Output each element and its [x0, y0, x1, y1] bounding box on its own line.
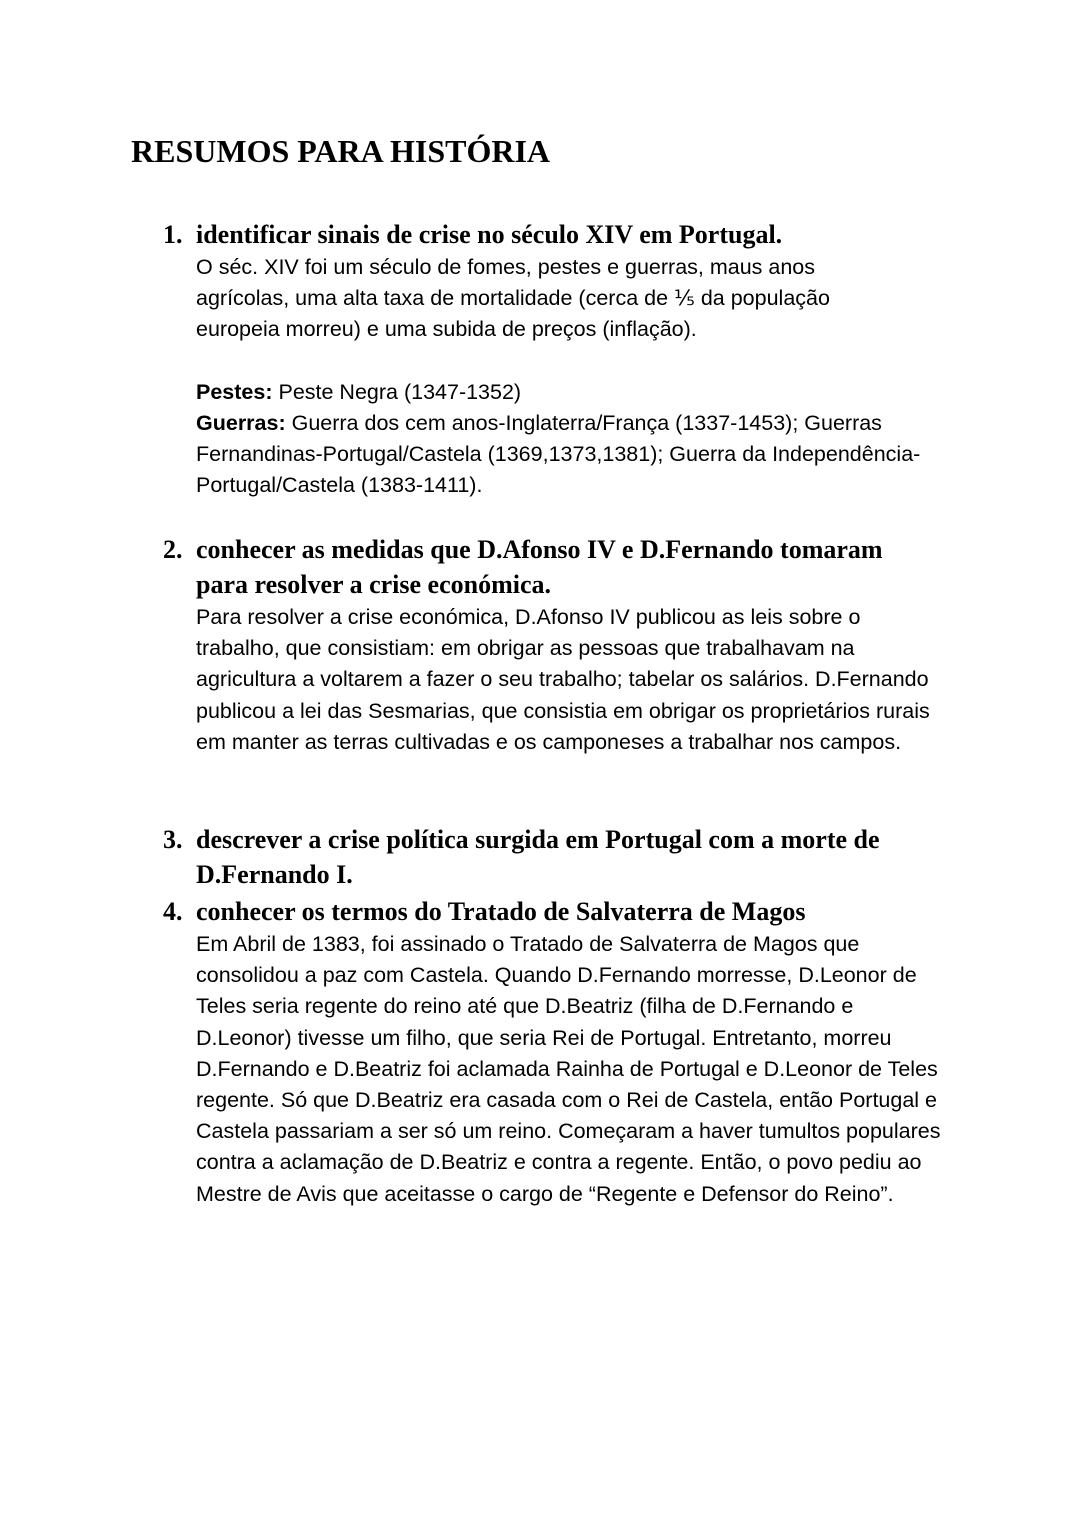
pestes-text: Peste Negra (1347-1352)	[272, 379, 522, 404]
pestes-label: Pestes:	[196, 379, 273, 404]
item-heading: identificar sinais de crise no século XIV em Portugal.	[196, 220, 783, 249]
item-number: 3.	[163, 825, 183, 854]
guerras-line	[196, 408, 956, 502]
item-paragraph: Em Abril de 1383, foi assinado o Tratado de Salvaterra de Magos que consolidou a paz com Castela. Quando D.Fernando morresse, D.Leonor de Teles seria regente do reino até que D.Beatriz (filha de D.Fernando e D.Leonor) tivesse um filho, que seria Rei de Portugal. Entretanto, morreu D.Fernando e D.Beatriz foi aclamada Rainha de Portugal e D.Leonor de Teles regente. Só que D.Beatriz era casada com o Rei de Castela, então Portugal e Castela passariam a ser só um reino. Começaram a haver tumultos populares contra a aclamação de D.Beatriz e contra a regente. Então, o povo pediu ao Mestre de Avis que aceitasse o cargo de “Regente e Defensor do Reino”.	[196, 932, 941, 1206]
list-item-4	[163, 894, 963, 1210]
item-number: 2.	[163, 535, 183, 564]
pestes-line	[196, 377, 956, 408]
item-body	[196, 252, 956, 501]
paragraph-spacer	[196, 346, 956, 377]
item-paragraph: Para resolver a crise económica, D.Afonso IV publicou as leis sobre o trabalho, que consistiam: em obrigar as pessoas que trabalhavam na agricultura a voltarem a fazer o seu trabalho; tabelar os salários. D.Fernando publicou a lei das Sesmarias, que consistia em obrigar os proprietários rurais em manter as terras cultivadas e os camponeses a trabalhar nos campos.	[196, 605, 930, 754]
guerras-text: Guerra dos cem anos-Inglaterra/França (1337-1453); Guerras Fernandinas-Portugal/Castela (1369,1373,1381); Guerra da Independência-Portugal/Castela (1383-1411).	[196, 410, 921, 498]
item-heading: conhecer os termos do Tratado de Salvaterra de Magos	[196, 897, 806, 926]
item-paragraph: O séc. XIV foi um século de fomes, pestes e guerras, maus anos agrícolas, uma alta taxa de mortalidade (cerca de ⅕ da população europeia morreu) e uma subida de preços (inflação).	[196, 255, 830, 342]
item-heading: descrever a crise política surgida em Portugal com a morte de D.Fernando I.	[196, 825, 880, 889]
item-body	[196, 929, 956, 1210]
item-heading: conhecer as medidas que D.Afonso IV e D.Fernando tomaram para resolver a crise económica.	[196, 535, 883, 599]
guerras-label: Guerras:	[196, 410, 286, 435]
item-number: 4.	[163, 897, 183, 926]
document-title: RESUMOS PARA HISTÓRIA	[131, 133, 551, 169]
list-item-1	[163, 217, 963, 501]
item-number: 1.	[163, 220, 183, 249]
list-item-3	[163, 822, 963, 892]
list-item-2	[163, 532, 963, 758]
item-body	[196, 602, 956, 758]
